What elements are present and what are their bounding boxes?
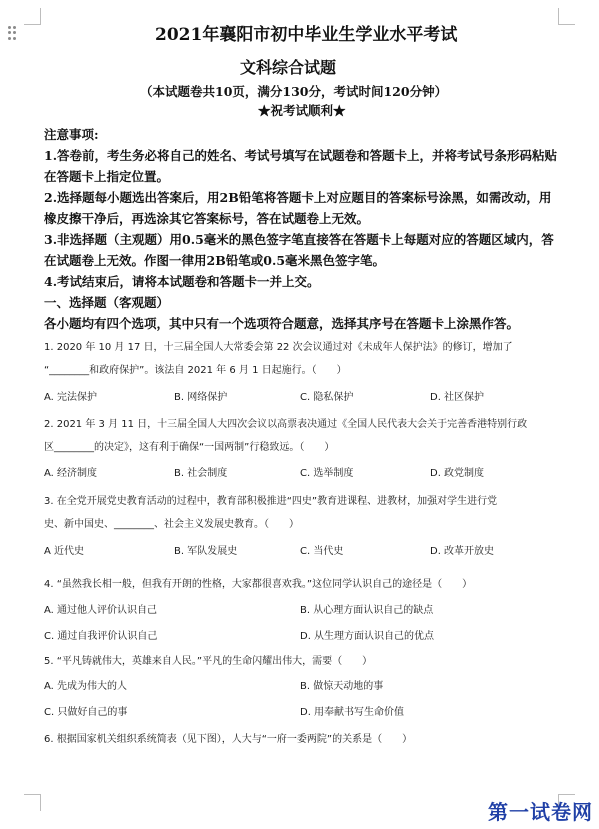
- question-5-option-b: B. 做惊天动地的事: [300, 681, 384, 692]
- question-2-option-a: A. 经济制度: [44, 468, 98, 479]
- question-1-option-a: A. 完法保护: [44, 392, 98, 403]
- question-1-text: “________和政府保护”。该法自 2021 年 6 月 1 日起施行。（ ）: [44, 365, 347, 376]
- question-5-option-c: C. 只做好自己的事: [44, 707, 128, 718]
- question-2-option-c: C. 选举制度: [300, 468, 354, 479]
- notice-line: 4.考试结束后，请将本试题卷和答题卡一并上交。: [44, 274, 320, 289]
- question-2-text: 区________的决定》，这有利于确保“一国两制”行稳致远。（ ）: [44, 442, 335, 453]
- question-6-text: 6. 根据国家机关组织系统简表（见下图），人大与“一府一委两院”的关系是（ ）: [44, 734, 413, 745]
- exam-info: （本试题卷共10页，满分130分，考试时间120分钟）: [140, 84, 448, 99]
- question-5-text: 5. “平凡铸就伟大，英雄来自人民。”平凡的生命闪耀出伟大，需要（ ）: [44, 656, 373, 667]
- question-3-option-b: B. 军队发展史: [174, 546, 238, 557]
- question-1-option-d: D. 社区保护: [430, 392, 485, 403]
- question-5-option-d: D. 用奉献书写生命价值: [300, 707, 405, 718]
- question-1-text: 1. 2020 年 10 月 17 日，十三届全国人大常委会第 22 次会议通过对《未成年人保护法》的修订，增加了: [44, 342, 513, 353]
- question-4-option-d: D. 从生理方面认识自己的优点: [300, 631, 435, 642]
- notice-line: 在试题卷上无效。作图一律用2B铅笔或0.5毫米黑色签字笔。: [44, 253, 386, 268]
- notice-line: 1.答卷前，考生务必将自己的姓名、考试号填写在试题卷和答题卡上，并将考试号条形码粘贴: [44, 148, 558, 163]
- question-1-option-b: B. 网络保护: [174, 392, 228, 403]
- question-2-option-b: B. 社会制度: [174, 468, 228, 479]
- page-subtitle: 文科综合试题: [240, 58, 337, 77]
- question-3-text: 史、新中国史、________、社会主义发展史教育。（ ）: [44, 519, 299, 530]
- page-title: 2021年襄阳市初中毕业生学业水平考试: [155, 25, 458, 45]
- site-watermark-logo: 第一试卷网: [488, 800, 593, 824]
- question-2-text: 2. 2021 年 3 月 11 日，十三届全国人大四次会议以高票表决通过《全国人民代表大会关于完善香港特别行政: [44, 419, 528, 430]
- section-title: 一、选择题（客观题）: [44, 295, 170, 310]
- question-1-option-c: C. 隐私保护: [300, 392, 354, 403]
- notice-line: 2.选择题每小题选出答案后，用2B铅笔将答题卡上对应题目的答案标号涂黑，如需改动，用: [44, 190, 552, 205]
- question-4-option-b: B. 从心理方面认识自己的缺点: [300, 605, 434, 616]
- notice-line: 3.非选择题（主观题）用0.5毫米的黑色签字笔直接答在答题卡上每题对应的答题区域内，答: [44, 232, 554, 247]
- blessing-text: ★祝考试顺利★: [258, 103, 346, 118]
- question-4-option-c: C. 通过自我评价认识自己: [44, 631, 158, 642]
- crop-mark-top-right: [558, 8, 575, 25]
- question-3-option-d: D. 改革开放史: [430, 546, 495, 557]
- question-3-option-a: A 近代史: [44, 546, 85, 557]
- question-3-text: 3. 在全党开展党史教育活动的过程中，教育部积极推进“四史”教育进课程、进教材，加强对学生进行党: [44, 496, 498, 507]
- notice-line: 橡皮擦干净后，再选涂其它答案标号，答在试题卷上无效。: [44, 211, 370, 226]
- section-instruction: 各小题均有四个选项，其中只有一个选项符合题意，选择其序号在答题卡上涂黑作答。: [44, 316, 520, 331]
- question-5-option-a: A. 先成为伟大的人: [44, 681, 128, 692]
- drag-handle-icon[interactable]: [8, 26, 16, 40]
- question-4-option-a: A. 通过他人评价认识自己: [44, 605, 158, 616]
- crop-mark-bottom-left: [24, 794, 41, 811]
- question-4-text: 4. “虽然我长相一般，但我有开朗的性格，大家都很喜欢我。”这位同学认识自己的途径是（ ）: [44, 579, 473, 590]
- notice-line: 在答题卡上指定位置。: [44, 169, 170, 184]
- crop-mark-top-left: [24, 8, 41, 25]
- question-2-option-d: D. 政党制度: [430, 468, 485, 479]
- notice-heading: 注意事项:: [44, 127, 99, 142]
- question-3-option-c: C. 当代史: [300, 546, 344, 557]
